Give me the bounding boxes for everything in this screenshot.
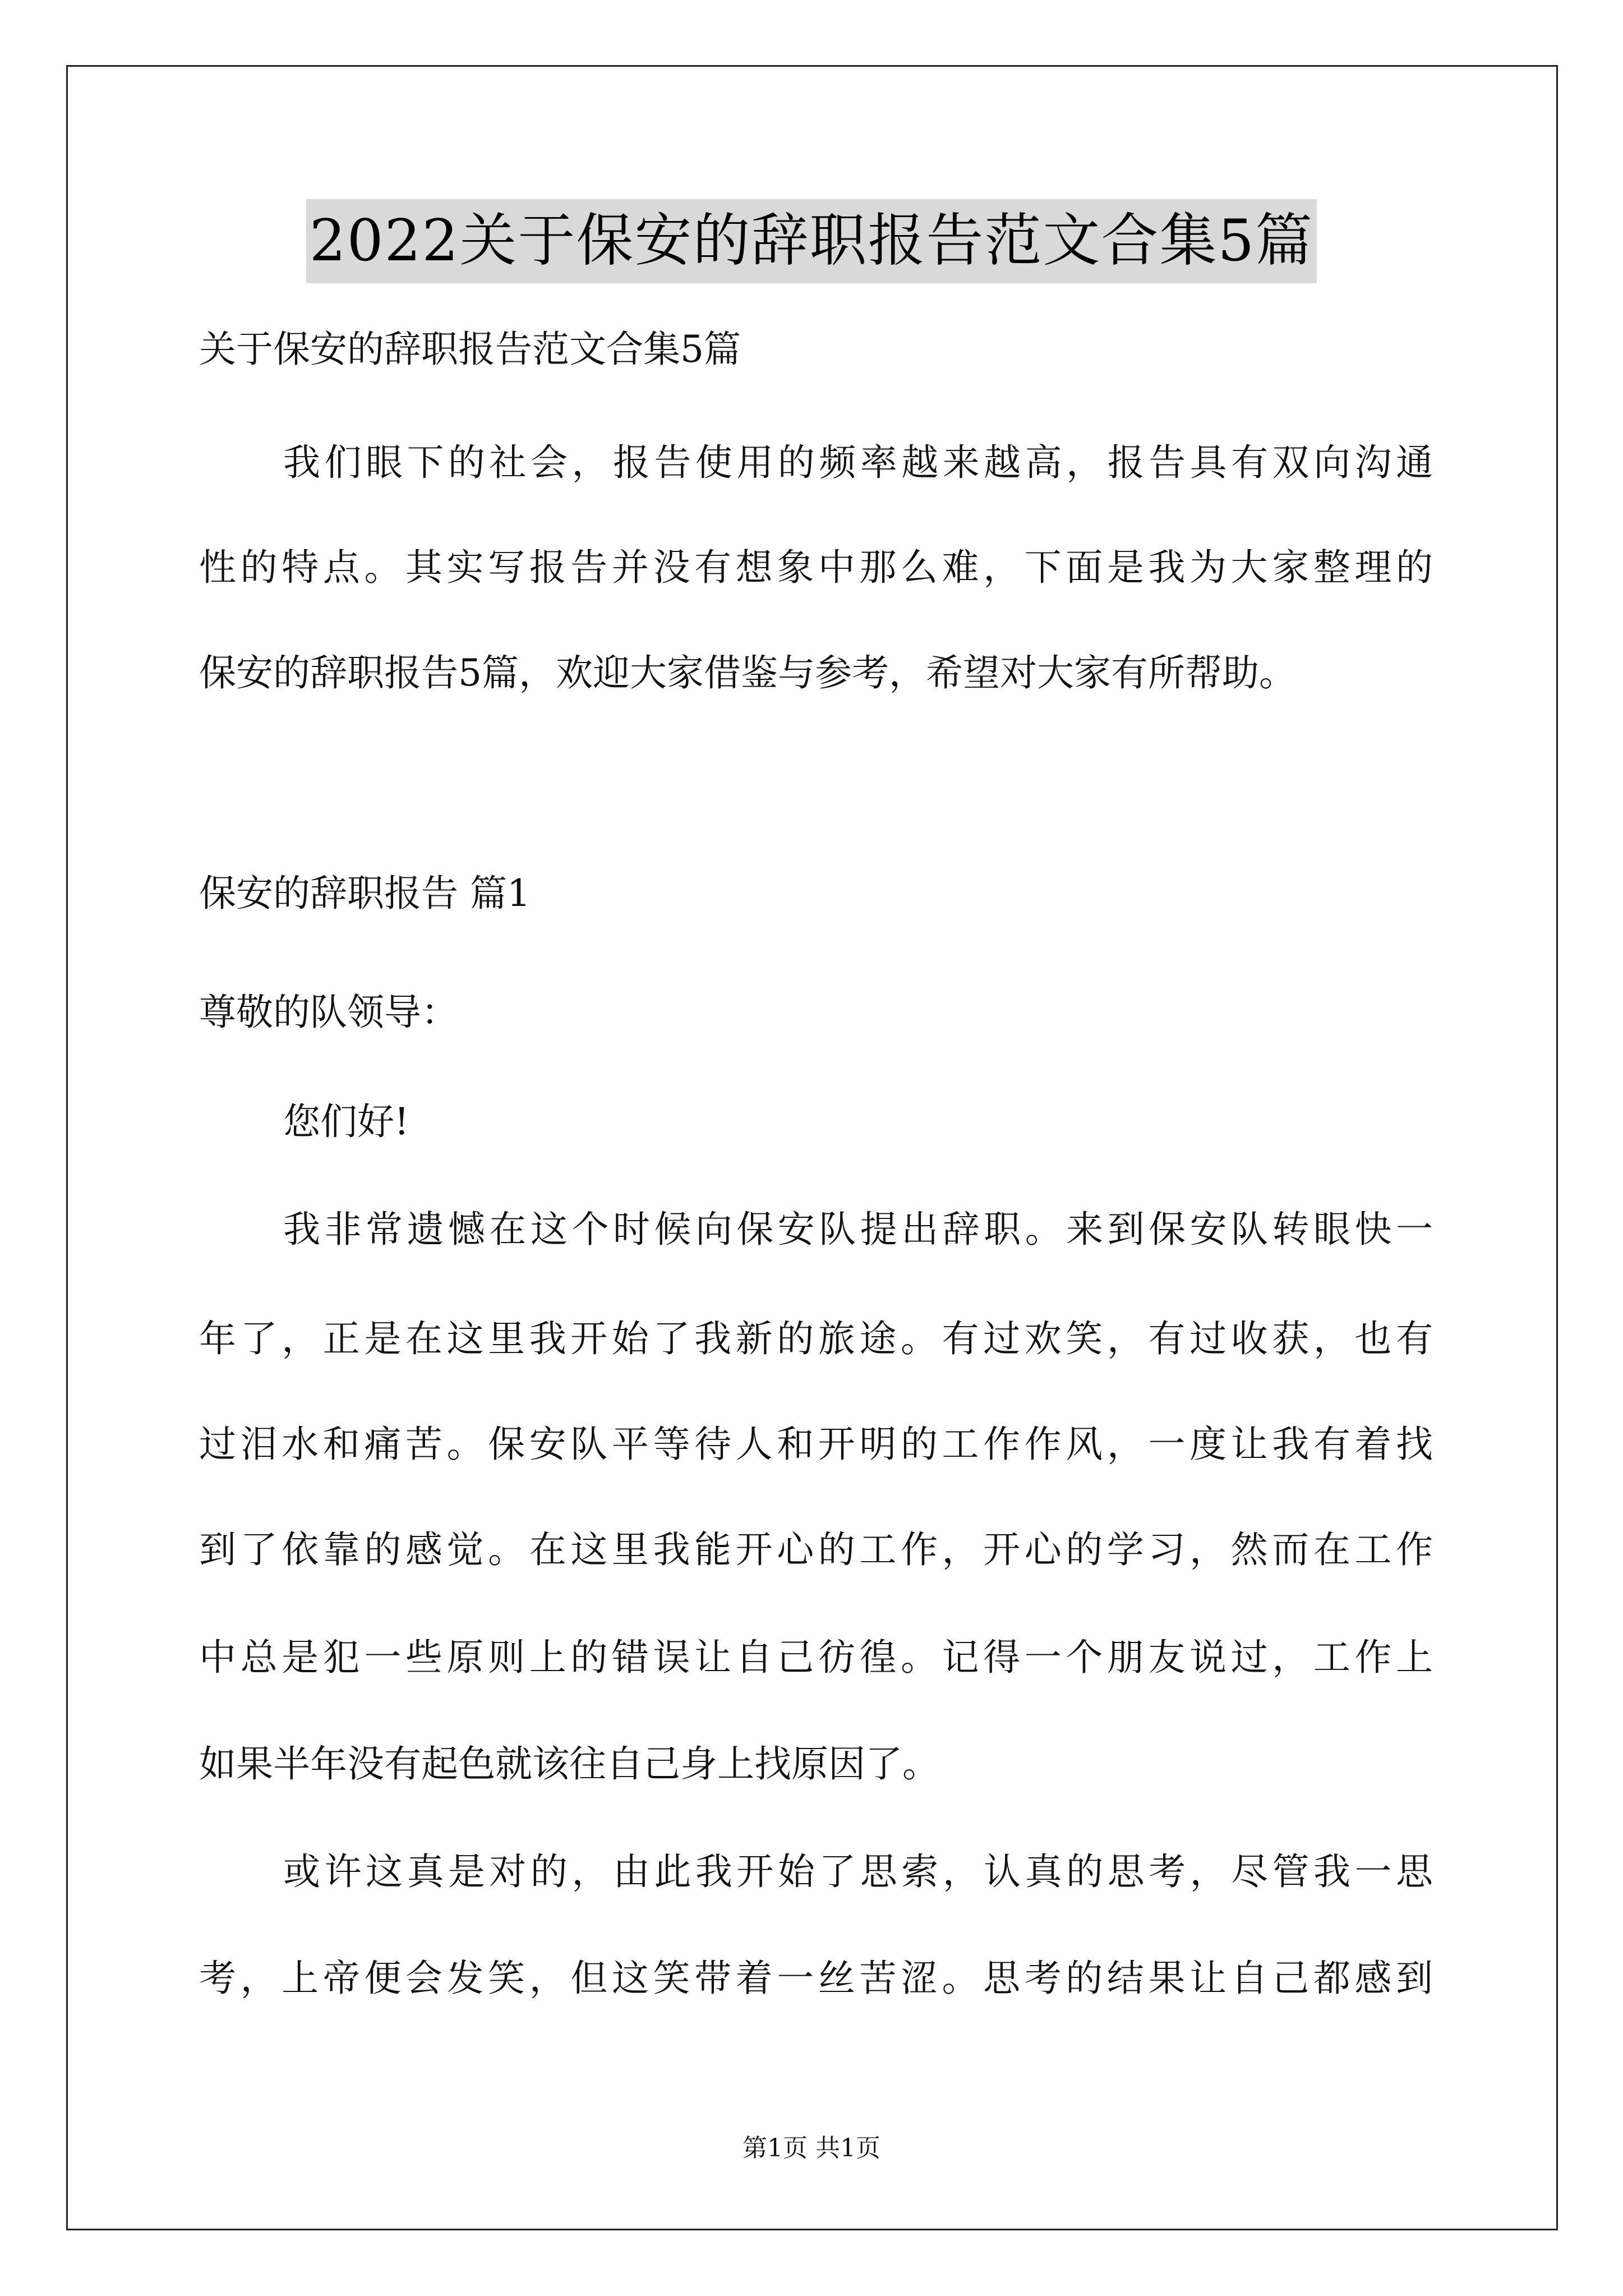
document-title: 2022关于保安的辞职报告范文合集5篇 [306,199,1317,283]
paragraph-line: 到了依靠的感觉。在这里我能开心的工作，开心的学习，然而在工作 [199,1528,1433,1571]
intro-line: 保安的辞职报告5篇，欢迎大家借鉴与参考，希望对大家有所帮助。 [199,651,1296,694]
document-subtitle: 关于保安的辞职报告范文合集5篇 [199,328,741,371]
paragraph-line: 如果半年没有起色就该往自己身上找原因了。 [199,1742,939,1786]
page-footer: 第1页 共1页 [743,2134,880,2162]
intro-line: 性的特点。其实写报告并没有想象中那么难，下面是我为大家整理的 [199,546,1433,589]
paragraph-line: 或许这真是对的，由此我开始了思索，认真的思考，尽管我一思 [283,1850,1433,1893]
intro-line: 我们眼下的社会，报告使用的频率越来越高，报告具有双向沟通 [283,441,1433,484]
title-container [0,199,1623,283]
paragraph-line: 年了，正是在这里我开始了我新的旅途。有过欢笑，有过收获，也有 [199,1317,1433,1360]
greeting: 您们好! [283,1100,409,1143]
page-border [66,65,1558,2230]
paragraph-line: 我非常遗憾在这个时候向保安队提出辞职。来到保安队转眼快一 [283,1208,1433,1251]
section-heading: 保安的辞职报告 篇1 [199,872,531,915]
paragraph-line: 中总是犯一些原则上的错误让自己彷徨。记得一个朋友说过，工作上 [199,1636,1433,1679]
paragraph-line: 考，上帝便会发笑，但这笑带着一丝苦涩。思考的结果让自己都感到 [199,1957,1433,2000]
paragraph-line: 过泪水和痛苦。保安队平等待人和开明的工作作风，一度让我有着找 [199,1423,1433,1466]
salutation: 尊敬的队领导： [199,991,458,1034]
